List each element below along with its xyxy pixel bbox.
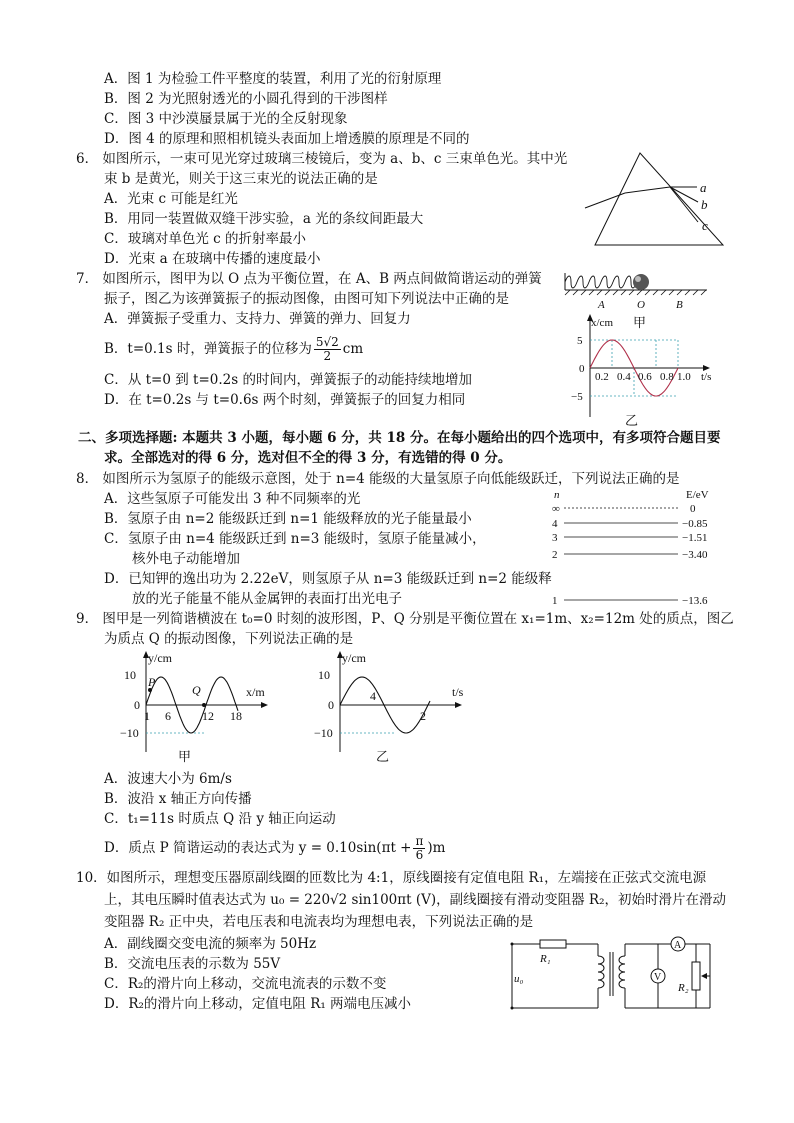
- section2-heading-1: 二、多项选择题: 本题共 3 小题，每小题 6 分，共 18 分。在每小题给出的四个选项中，有多项符合题目要: [78, 430, 721, 446]
- q7-stem-1: 7． 如图所示，图甲为以 O 点为平衡位置，在 A、B 两点间做简谐运动的弹簧: [76, 271, 542, 287]
- q8-stem: 8． 如图所示为氢原子的能级示意图，处于 n=4 能级的大量氢原子向低能级跃迁，下列说法正确的是: [76, 471, 680, 487]
- wave-jia-xlabel: x/m: [246, 685, 265, 699]
- q10-option-a: A．副线圈交变电流的频率为 50Hz: [104, 936, 317, 952]
- energy-level-diagram: [548, 488, 728, 608]
- spring-label-a: A: [598, 299, 605, 311]
- wave-jia-caption: 甲: [178, 749, 192, 764]
- wave-jia-ymax: 10: [124, 668, 136, 682]
- level-e-4: −0.85: [682, 518, 708, 530]
- transformer-circuit: [500, 936, 725, 1016]
- wave-jia-tick-1: 1: [144, 709, 150, 723]
- level-n-inf: ∞: [552, 503, 560, 515]
- spring-label-o: O: [637, 299, 645, 311]
- spring-label-b: B: [676, 299, 683, 311]
- wave-yi-ylabel: y/cm: [342, 651, 366, 665]
- q7-option-c: C．从 t=0 到 t=0.2s 的时间内，弹簧振子的动能持续地增加: [104, 372, 472, 388]
- vibration-ymin: −5: [571, 391, 583, 403]
- q10-option-c: C．R₂的滑片向上移动，交流电流表的示数不变: [104, 976, 387, 992]
- vibration-graph: [565, 312, 725, 428]
- wave-yi-caption: 乙: [376, 749, 390, 764]
- q7-option-d: D．在 t=0.2s 与 t=0.6s 两个时刻，弹簧振子的回复力相同: [104, 392, 466, 408]
- circuit-r1: R₁: [540, 953, 551, 965]
- wave-point-p: P: [148, 675, 156, 689]
- wave-yi-ymin: −10: [314, 726, 333, 740]
- q10-option-b: B．交流电压表的示数为 55V: [104, 956, 281, 972]
- q5-option-d: D．图 4 的原理和照相机镜头表面加上增透膜的原理是不同的: [104, 131, 470, 147]
- q9-option-a: A．波速大小为 6m/s: [104, 771, 232, 787]
- vibration-tick-2: 0.6: [638, 371, 652, 383]
- wave-jia-ymin: −10: [120, 726, 139, 740]
- wave-yi-tick-2: 2: [420, 709, 426, 723]
- q8-option-b: B．氢原子由 n=2 能级跃迁到 n=1 能级释放的光子能量最小: [104, 511, 472, 527]
- q6-stem-2: 束 b 是黄光，则关于这三束光的说法正确的是: [104, 171, 378, 187]
- q6-option-a: A．光束 c 可能是红光: [104, 191, 238, 207]
- q6-option-c: C．玻璃对单色光 c 的折射率最小: [104, 231, 306, 247]
- prism-label-a: a: [700, 180, 707, 195]
- wave-graph-yi: [312, 648, 472, 766]
- q6-option-b: B．用同一装置做双缝干涉实验，a 光的条纹间距最大: [104, 211, 424, 227]
- q7-option-a: A．弹簧振子受重力、支持力、弹簧的弹力、回复力: [104, 311, 411, 327]
- q9-option-c: C．t₁=11s 时质点 Q 沿 y 轴正向运动: [104, 811, 336, 827]
- q8-option-d-1: D．已知钾的逸出功为 2.22eV，则氢原子从 n=3 能级跃迁到 n=2 能级释: [104, 571, 552, 587]
- vibration-tick-4: 1.0: [677, 371, 691, 383]
- prism-figure: [585, 150, 735, 250]
- level-n-1: 1: [552, 595, 558, 607]
- vibration-tick-1: 0.4: [617, 371, 631, 383]
- circuit-ammeter-label: A: [674, 940, 682, 951]
- q8-option-d-2: 放的光子能量不能从金属钾的表面打出光电子: [132, 591, 402, 607]
- spring-oscillator-figure: [565, 268, 725, 313]
- q7-stem-2: 振子，图乙为该弹簧振子的振动图像，由图可知下列说法中正确的是: [104, 291, 509, 307]
- q8-option-c-1: C．氢原子由 n=4 能级跃迁到 n=3 能级时，氢原子能量减小，: [104, 531, 486, 547]
- level-e-head: E/eV: [686, 489, 709, 501]
- vibration-xlabel: t/s: [701, 371, 712, 383]
- level-n-head: n: [554, 489, 560, 501]
- circuit-u0: u₀: [514, 973, 524, 985]
- wave-yi-xlabel: t/s: [452, 685, 464, 699]
- vibration-tick-0: 0.2: [595, 371, 609, 383]
- wave-point-q: Q: [192, 683, 201, 697]
- level-e-3: −1.51: [682, 532, 708, 544]
- level-e-2: −3.40: [682, 549, 708, 561]
- q10-stem-2: 上，其电压瞬时值表达式为 u₀ = 220√2 sin100πt (V)，副线圈接有滑动变阻器 R₂，初始时滑片在滑动: [104, 892, 726, 908]
- q8-option-a: A．这些氢原子可能发出 3 种不同频率的光: [104, 491, 361, 507]
- q9-option-b: B．波沿 x 轴正方向传播: [104, 791, 252, 807]
- level-e-1: −13.6: [682, 595, 708, 607]
- fig-yi-label: 乙: [625, 413, 639, 428]
- q10-stem-1: 10．如图所示，理想变压器原副线圈的匝数比为 4:1，原线圈接有定值电阻 R₁，左端接在正弦式交流电源: [76, 870, 707, 886]
- q8-option-c-2: 核外电子动能增加: [132, 551, 240, 567]
- q7-fraction: $\frac{5√2}{2}$: [315, 335, 339, 363]
- wave-jia-tick-6: 6: [165, 709, 171, 723]
- circuit-voltmeter-label: V: [654, 972, 662, 983]
- section2-heading-2: 求。全部选对的得 6 分，选对但不全的得 3 分，有选错的得 0 分。: [104, 450, 512, 466]
- wave-jia-tick-12: 12: [202, 709, 214, 723]
- vibration-origin: 0: [579, 363, 585, 375]
- level-e-inf: 0: [690, 503, 696, 515]
- q5-option-b: B．图 2 为光照射透光的小圆孔得到的干涉图样: [104, 91, 388, 107]
- q9-option-d: D．质点 P 简谐运动的表达式为 y = 0.10sin(πt + $\frac{\pi}{6}$ )m: [104, 834, 446, 862]
- prism-label-b: b: [701, 197, 708, 212]
- q6-stem-1: 6． 如图所示，一束可见光穿过玻璃三棱镜后，变为 a、b、c 三束单色光。其中光: [76, 151, 568, 167]
- vibration-tick-3: 0.8: [660, 371, 674, 383]
- wave-yi-tick-4: 4: [370, 689, 376, 703]
- vibration-ylabel: x/cm: [591, 317, 613, 329]
- vibration-ymax: 5: [577, 335, 583, 347]
- prism-label-c: c: [702, 218, 708, 233]
- circuit-r2: R₂: [678, 982, 689, 994]
- q5-option-c: C．图 3 中沙漠蜃景属于光的全反射现象: [104, 111, 348, 127]
- wave-yi-ymax: 10: [318, 668, 330, 682]
- wave-yi-origin: 0: [328, 698, 334, 712]
- fig-jia-label: 甲: [633, 315, 647, 330]
- wave-jia-tick-18: 18: [230, 709, 242, 723]
- q6-option-d: D．光束 a 在玻璃中传播的速度最小: [104, 251, 321, 267]
- wave-graph-jia: [118, 648, 278, 766]
- q9-fraction: $\frac{\pi}{6}$: [415, 834, 424, 862]
- wave-jia-origin: 0: [134, 698, 140, 712]
- q10-stem-3: 变阻器 R₂ 正中央，若电压表和电流表均为理想电表，下列说法正确的是: [104, 914, 534, 930]
- q9-stem-1: 9． 图甲是一列简谐横波在 t₀=0 时刻的波形图，P、Q 分别是平衡位置在 x₁=1m、x₂=12m 处的质点，图乙: [76, 611, 734, 627]
- q10-option-d: D．R₂的滑片向上移动，定值电阻 R₁ 两端电压减小: [104, 996, 412, 1012]
- q9-stem-2: 为质点 Q 的振动图像，下列说法正确的是: [104, 631, 354, 647]
- level-n-2: 2: [552, 549, 558, 561]
- q5-option-a: A．图 1 为检验工件平整度的装置，利用了光的衍射原理: [104, 71, 442, 87]
- wave-jia-ylabel: y/cm: [148, 651, 172, 665]
- level-n-4: 4: [552, 518, 558, 530]
- level-n-3: 3: [552, 532, 558, 544]
- q7-option-b: B．t=0.1s 时，弹簧振子的位移为 $\frac{5√2}{2}$ cm: [104, 335, 364, 363]
